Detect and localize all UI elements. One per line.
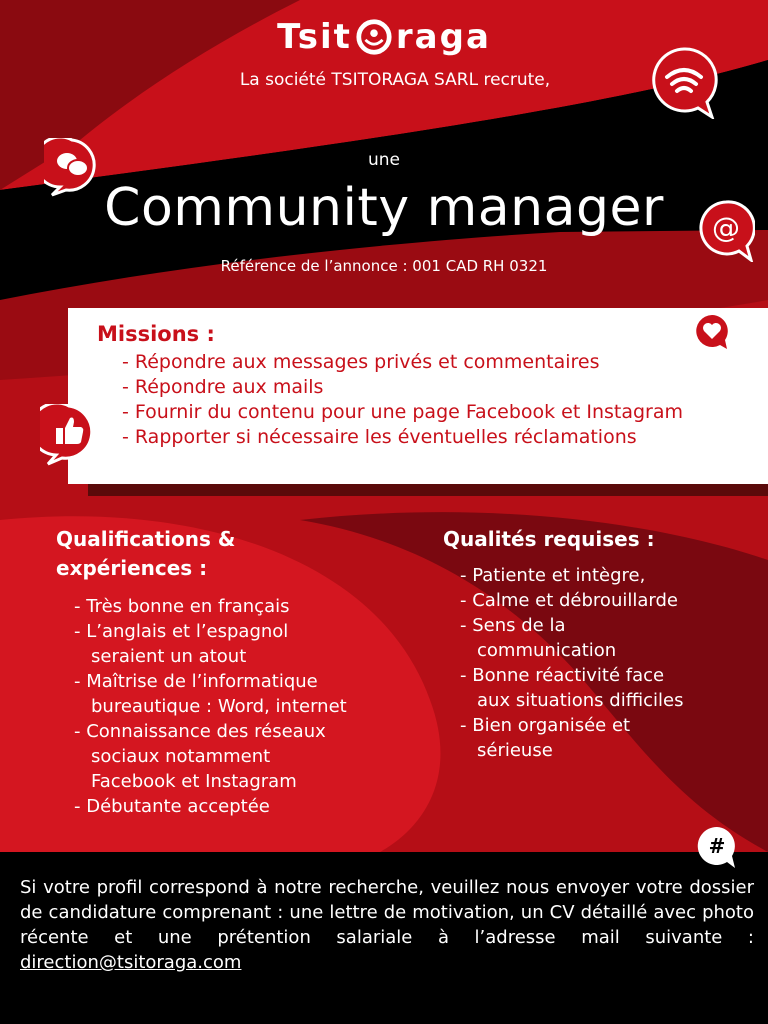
footer-application-text [20, 875, 754, 975]
list-item [460, 713, 760, 763]
list-item [74, 619, 414, 669]
logo-o-icon [355, 18, 393, 56]
list-item-text: - Sens de la [460, 615, 566, 636]
list-item-text: - Calme et débrouillarde [460, 590, 678, 611]
list-item-text: - L’anglais et l’espagnol [74, 621, 289, 642]
qualites-title: Qualités requises : [443, 527, 655, 551]
logo-text-left: Tsit [277, 17, 352, 57]
job-reference: Référence de l’annonce : 001 CAD RH 0321 [220, 257, 548, 275]
list-item-text: - Débutante acceptée [74, 796, 270, 817]
list-item [460, 663, 760, 713]
list-item-continuation: sociaux notamment Facebook et Instagram [91, 746, 297, 792]
qualifications-title [56, 525, 336, 583]
list-item: - Rapporter si nécessaire les éventuelles réclamations [122, 426, 637, 448]
qualites-list [460, 563, 760, 763]
list-item-text: - Patiente et intègre, [460, 565, 646, 586]
job-article: une [367, 150, 400, 170]
list-item-text: - Bien organisée et [460, 715, 631, 736]
svg-text:#: # [708, 834, 726, 858]
qualifications-title-line2: expériences : [56, 556, 208, 580]
list-item [460, 588, 760, 613]
chat-bubbles-icon [44, 138, 100, 198]
list-item-text: - Maîtrise de l’informatique [74, 671, 318, 692]
thumbs-up-icon [40, 404, 98, 466]
list-item-continuation: seraient un atout [91, 646, 247, 667]
list-item-text: - Connaissance des réseaux [74, 721, 326, 742]
heart-icon [694, 313, 730, 351]
svg-text:@: @ [712, 211, 740, 244]
missions-list [122, 350, 683, 450]
at-sign-icon [697, 200, 755, 262]
list-item-continuation: aux situations difficiles [477, 690, 684, 711]
logo-text-right: raga [395, 17, 491, 57]
qualifications-title-line1: Qualifications & [56, 527, 236, 551]
job-title: Community manager [104, 178, 664, 238]
list-item: - Répondre aux messages privés et commentaires [122, 351, 600, 373]
qualifications-list [74, 594, 414, 819]
list-item [460, 613, 760, 663]
list-item-continuation: sérieuse [477, 740, 553, 761]
missions-title: Missions : [97, 322, 215, 346]
list-item [74, 594, 414, 619]
list-item: - Répondre aux mails [122, 376, 324, 398]
list-item [74, 794, 414, 819]
list-item [460, 563, 760, 588]
list-item [74, 719, 414, 794]
list-item-continuation: bureautique : Word, internet [91, 696, 347, 717]
hashtag-icon [696, 825, 738, 871]
list-item-text: - Bonne réactivité face [460, 665, 665, 686]
recruiter-line: La société TSITORAGA SARL recrute, [239, 70, 551, 90]
list-item-text: - Très bonne en français [74, 596, 290, 617]
contact-email-link[interactable]: direction@tsitoraga.com [20, 952, 242, 973]
footer-body: Si votre profil correspond à notre recherche, veuillez nous envoyer votre dossier de candidature comprenant : une lettre de motivation, un CV détaillé avec photo récente et une prétention salariale à l’adresse mail suivante : [20, 877, 754, 948]
list-item-continuation: communication [477, 640, 617, 661]
wifi-icon [650, 47, 718, 119]
list-item: - Fournir du contenu pour une page Facebook et Instagram [122, 401, 684, 423]
list-item [74, 669, 414, 719]
